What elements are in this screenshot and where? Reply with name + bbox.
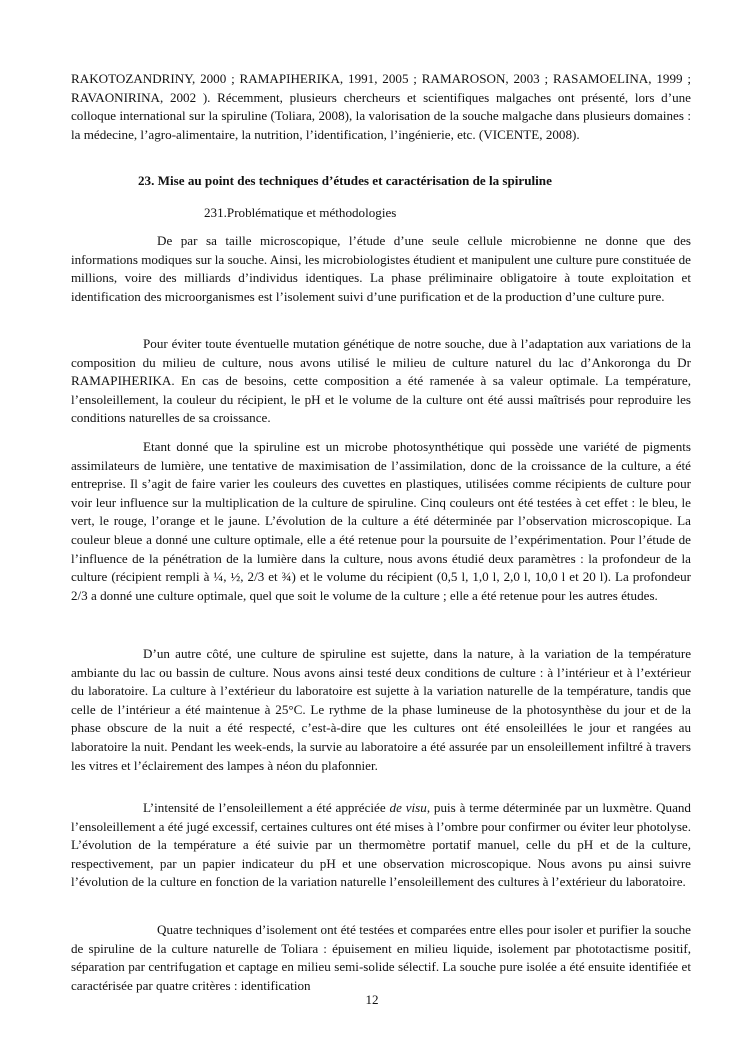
paragraph-light-assimilation: Etant donné que la spiruline est un microbe photosynthétique qui possède une variété de pigments assimilateurs de lumière, une tentative de maximisation de l’assimilation, donc de la croissance de la culture, a été entreprise. Il s’agit de faire varier les couleurs des cuvettes en plastiques, utilisées comme récipients de culture pour voir leur influence sur la multiplication de la culture de spiruline. Cinq couleurs ont été testées à cet effet : le bleu, le vert, le rouge, l’orange et le jaune. L’évolution de la culture a été déterminée par l’observation microscopique. La couleur bleue a donné une culture optimale, elle a été retenue pour la poursuite de l’expérimentation. Pour l’étude de l’influence de la pénétration de la lumière dans la culture, nous avons étudié deux paramètres : la profondeur de la culture (récipient rempli à ¼, ½, 2/3 et ¾) et le volume du récipient (0,5 l, 1,0 l, 2,0 l, 10,0 l et 20 l). La profondeur 2/3 a donné une culture optimale, quel que soit le volume de la culture ; elle a été retenue pour les autres études.	[71, 439, 691, 603]
paragraph-culture-medium: Pour éviter toute éventuelle mutation génétique de notre souche, due à l’adaptation aux variations de la composition du milieu de culture, nous avons utilisé le milieu de culture naturel du lac d’Ankoronga du Dr RAMAPIHERIKA. En cas de besoins, cette composition a été ramenée à sa valeur optimale. La température, l’ensoleillement, la couleur du récipient, le pH et le volume de la culture ont été aussi maîtrisés pour reproduire les conditions naturelles de sa croissance.	[71, 336, 691, 426]
paragraph-5-end: , puis à terme déterminée par un luxmètre. Quand l’ensoleillement a été jugé excessif, certaines cultures ont été mises à l’ombre pour confirmer ou éviter leur photolyse. L’évolution de la température a été suivie par un thermomètre portatif manuel, celle du pH et de la culture, respectivement, par un papier indicateur du pH et une observation microscopique. Nous avons pu ainsi suivre l’évolution de la culture en fonction de la variation naturelle l’ensoleillement des cultures à l’extérieur du laboratoire.	[71, 800, 691, 890]
subsection-title: 231.Problématique et méthodologies	[204, 205, 397, 220]
paragraph-isolation-techniques: Quatre techniques d’isolement ont été testées et comparées entre elles pour isoler et purifier la souche de spiruline de la culture naturelle de Toliara : épuisement en milieu liquide, isolement par phototactisme positif, séparation par centrifugation et captage en milieu semi-solide sélectif. La souche pure isolée a été ensuite identifiée et caractérisée par quatre critères : identification	[71, 922, 691, 993]
section-title: 23. Mise au point des techniques d’études et caractérisation de la spiruline	[138, 173, 552, 188]
paragraph-sunlight-intensity	[71, 799, 691, 892]
paragraph-temperature: D’un autre côté, une culture de spiruline est sujette, dans la nature, à la variation de la température ambiante du lac ou bassin de culture. Nous avons ainsi testé deux conditions de culture : à l’intérieur et à l’extérieur du laboratoire. La culture à l’extérieur du laboratoire est sujette à la variation naturelle de la température, tandis que celle de l’intérieur a été maintenue à 25°C. Le rythme de la phase lumineuse de la photosynthèse du jour et de la phase obscure de la nuit a été respecté, c’est-à-dire que les cultures ont été ensoleillées le jour et rangées au laboratoire la nuit. Pendant les week-ends, la survie au laboratoire a été assurée par un ensoleillement infiltré à travers les vitres et l’éclairement des lampes à néon du plafonnier.	[71, 646, 691, 773]
page-number: 12	[365, 992, 379, 1007]
intro-paragraph: RAKOTOZANDRINY, 2000 ; RAMAPIHERIKA, 1991, 2005 ; RAMAROSON, 2003 ; RASAMOELINA, 1999 ; RAVAONIRINA, 2002 ). Récemment, plusieurs chercheurs et scientifiques malgaches ont présenté, lors d’une colloque international sur la spiruline (Toliara, 2008), la valorisation de la souche malgache dans plusieurs domaines : la médecine, l’agro-alimentaire, la nutrition, l’identification, l’ingénierie, etc. (VICENTE, 2008).	[71, 71, 691, 142]
paragraph-cell-study: De par sa taille microscopique, l’étude d’une seule cellule microbienne ne donne que des informations modiques sur la souche. Ainsi, les microbiologistes étudient et manipulent une culture pure constituée de millions, voire des milliards d’individus identiques. La phase préliminaire obligatoire à toute exploitation et identification des microorganismes est l’isolement suivi d’une purification et de la production d’une culture pure.	[71, 233, 691, 304]
paragraph-5-start: L’intensité de l’ensoleillement a été appréciée	[143, 800, 390, 815]
italic-term: de visu	[389, 800, 427, 815]
